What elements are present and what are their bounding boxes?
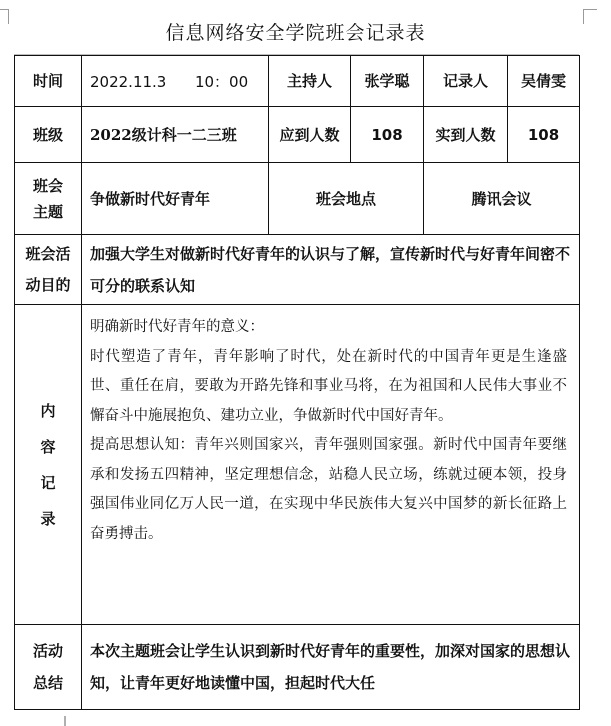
- summary-label: [15, 625, 82, 710]
- recorder-label: 记录人: [424, 56, 508, 107]
- purpose-label: [15, 235, 82, 305]
- location-label: 班会地点: [269, 163, 424, 235]
- content-body: [82, 305, 580, 625]
- time-value: 2022.11.3 10：00: [82, 56, 269, 107]
- content-paragraph: 时代塑造了青年，青年影响了时代，处在新时代的中国青年更是生逢盛世、重任在肩，要敢为开路先锋和事业马将，在为祖国和人民伟大事业不懈奋斗中施展抱负、建功立业，争做新时代中国好青年。: [90, 348, 567, 424]
- class-label: 班级: [15, 107, 82, 163]
- host-label: 主持人: [269, 56, 351, 107]
- table-row-purpose: [15, 235, 580, 305]
- summary-label-line-2: 总结: [32, 674, 63, 692]
- corner-mark: [583, 9, 584, 24]
- summary-label-line-1: 活动: [32, 642, 63, 660]
- page-title: 信息网络安全学院班会记录表: [165, 21, 426, 44]
- purpose-value: 加强大学生对做新时代好青年的认识与了解，宣传新时代与好青年间密不可分的联系认知: [82, 235, 580, 305]
- recorder-value: 吴倩雯: [508, 56, 580, 107]
- expected-count-label: 应到人数: [269, 107, 351, 163]
- content-label: [15, 305, 82, 625]
- table-row-content: [15, 305, 580, 625]
- table-row-theme: [15, 163, 580, 235]
- location-value: 腾讯会议: [424, 163, 580, 235]
- corner-mark: [0, 9, 9, 10]
- content-label-char: 记: [40, 473, 56, 492]
- theme-label-line-2: 主题: [32, 202, 63, 221]
- class-value: 2022级计科一二三班: [82, 107, 269, 163]
- host-value: 张学聪: [351, 56, 424, 107]
- content-label-char: 内: [40, 401, 56, 420]
- table-row-class: [15, 107, 580, 163]
- table-row-summary: [15, 625, 580, 710]
- corner-mark: [8, 9, 9, 24]
- content-paragraph: 提高思想认知：青年兴则国家兴，青年强则国家强。新时代中国青年要继承和发扬五四精神，坚定理想信念，站稳人民立场，练就过硬本领，投身强国伟业同亿万人民一道，在实现中华民族伟大复兴中国梦的新长征路上奋勇搏击。: [90, 437, 567, 542]
- content-label-char: 录: [40, 509, 56, 528]
- summary-value: 本次主题班会让学生认识到新时代好青年的重要性，加深对国家的思想认知，让青年更好地读懂中国，担起时代大任: [82, 625, 580, 710]
- actual-count-label: 实到人数: [424, 107, 508, 163]
- corner-mark: [583, 9, 597, 10]
- content-label-char: 容: [40, 437, 56, 456]
- theme-value: 争做新时代好青年: [82, 163, 269, 235]
- theme-label: [15, 163, 82, 235]
- content-paragraph: 明确新时代好青年的意义：: [90, 319, 264, 335]
- expected-count-value: 108: [351, 107, 424, 163]
- table-row-time: [15, 56, 580, 107]
- actual-count-value: 108: [508, 107, 580, 163]
- time-label: 时间: [15, 56, 82, 107]
- purpose-label-line-1: 班会活: [25, 244, 71, 263]
- meeting-record-table: [14, 55, 580, 710]
- theme-label-line-1: 班会: [32, 176, 63, 195]
- page-edge-mark: [64, 716, 66, 726]
- purpose-label-line-2: 动目的: [25, 275, 71, 294]
